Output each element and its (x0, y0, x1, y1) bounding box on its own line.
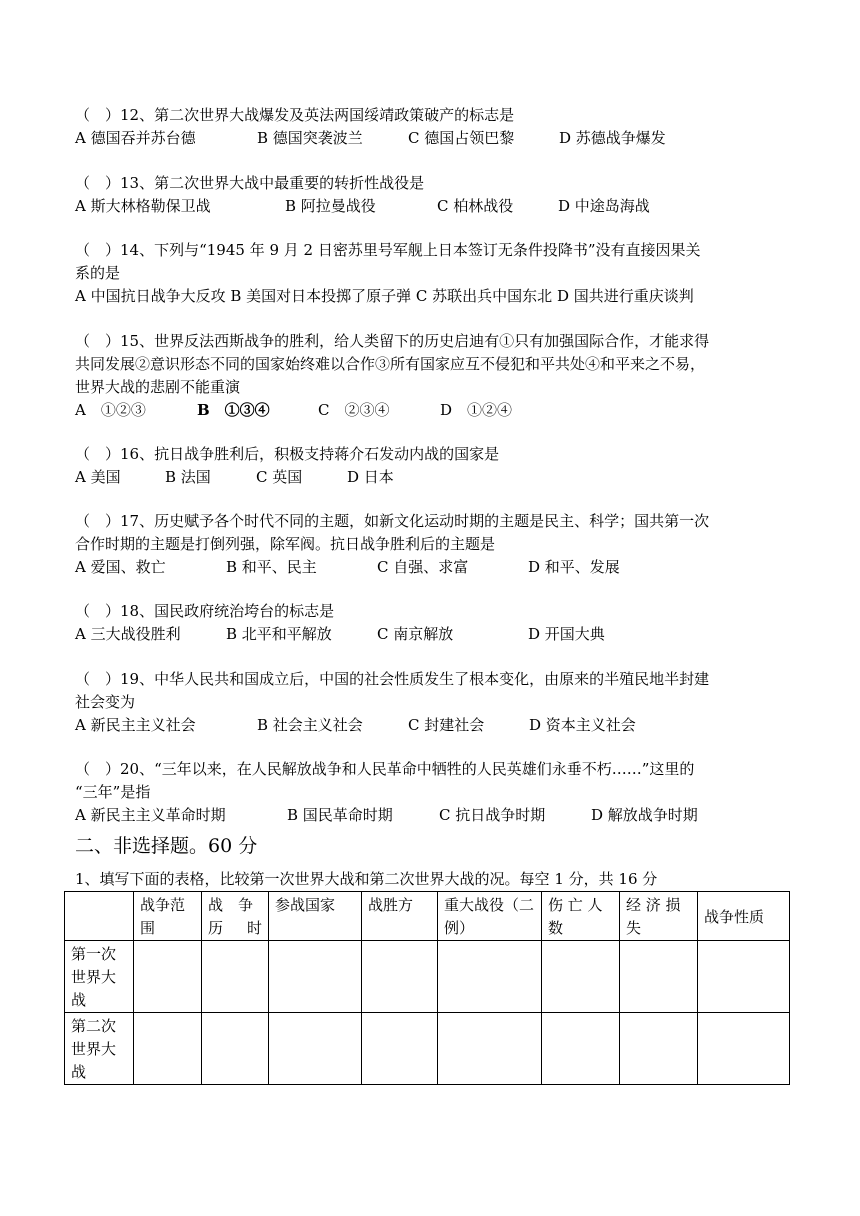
option-a: A ①②③ (75, 401, 146, 419)
option-a: A 斯大林格勒保卫战 (75, 197, 211, 215)
option-c: C 南京解放 (377, 625, 454, 643)
question-14 (75, 239, 800, 308)
table-header-row (65, 892, 790, 941)
question-text: （ ）18、国民政府统治垮台的标志是 (75, 602, 335, 620)
option-c: C 柏林战役 (437, 197, 514, 215)
question-text: （ ）15、世界反法西斯战争的胜利，给人类留下的历史启迪有①只有加强国际合作，才能求得 (75, 332, 710, 350)
table-instructions: 1、填写下面的表格，比较第一次世界大战和第二次世界大战的况。每空 1 分，共 16 分 (75, 870, 658, 888)
option-d: D 日本 (347, 468, 394, 486)
options-row (75, 804, 800, 827)
options-row (75, 466, 800, 489)
option-b: B 阿拉曼战役 (285, 197, 376, 215)
answer-cell[interactable] (542, 941, 620, 1013)
option-a: A 新民主主义革命时期 (75, 806, 226, 824)
header-cell-nature: 战争性质 (698, 892, 790, 941)
answer-cell[interactable] (620, 941, 698, 1013)
answer-cell[interactable] (620, 1013, 698, 1085)
option-c: C ②③④ (318, 401, 390, 419)
question-18 (75, 600, 800, 646)
option-a: A 新民主主义社会 (75, 716, 196, 734)
comparison-table (64, 891, 790, 1085)
answer-cell[interactable] (362, 941, 438, 1013)
answer-cell[interactable] (698, 1013, 790, 1085)
option-a: A 德国吞并苏台德 (75, 129, 196, 147)
question-19 (75, 668, 800, 737)
options-row (75, 285, 800, 308)
option-c: C 自强、求富 (377, 558, 469, 576)
header-cell-corner (65, 892, 134, 941)
header-cell-duration: 战 争历时 (202, 892, 269, 941)
header-cell-economic-loss: 经 济 损失 (620, 892, 698, 941)
question-text: （ ）14、下列与“1945 年 9 月 2 日密苏里号军舰上日本签订无条件投降书”没有直接因果关 (75, 241, 701, 259)
option-a: A 美国 (75, 468, 121, 486)
options-row (75, 714, 800, 737)
answer-cell[interactable] (134, 1013, 202, 1085)
header-cell-casualties: 伤 亡 人数 (542, 892, 620, 941)
answer-cell[interactable] (438, 1013, 542, 1085)
option-b: B 德国突袭波兰 (257, 129, 363, 147)
question-17 (75, 510, 800, 579)
option-b: B 法国 (165, 468, 211, 486)
option-b: B 国民革命时期 (287, 806, 393, 824)
option-d: D 解放战争时期 (591, 806, 698, 824)
answer-cell[interactable] (269, 1013, 362, 1085)
question-text: （ ）17、历史赋予各个时代不同的主题，如新文化运动时期的主题是民主、科学；国共第一次 (75, 512, 710, 530)
option-b: B 和平、民主 (226, 558, 317, 576)
question-16 (75, 443, 800, 489)
options-row (75, 623, 800, 646)
question-text: （ ）16、抗日战争胜利后，积极支持蒋介石发动内战的国家是 (75, 445, 500, 463)
row-label-ww1: 第一次世界大战 (65, 941, 134, 1013)
question-text: 共同发展②意识形态不同的国家始终难以合作③所有国家应互不侵犯和平共处④和平来之不易， (75, 355, 706, 373)
answer-cell[interactable] (134, 941, 202, 1013)
header-cell-battles: 重大战役（二例） (438, 892, 542, 941)
options-line: A 中国抗日战争大反攻 B 美国对日本投掷了原子弹 C 苏联出兵中国东北 D 国共进行重庆谈判 (75, 287, 694, 305)
options-row (75, 195, 800, 218)
question-text: “三年”是指 (75, 783, 151, 801)
option-b: B 北平和平解放 (226, 625, 332, 643)
option-d: D 中途岛海战 (558, 197, 650, 215)
header-cell-countries: 参战国家 (269, 892, 362, 941)
options-row (75, 399, 800, 422)
answer-cell[interactable] (202, 1013, 269, 1085)
row-label-ww2: 第二次世界大战 (65, 1013, 134, 1085)
question-text: 社会变为 (75, 693, 136, 711)
answer-cell[interactable] (202, 941, 269, 1013)
option-d: D 和平、发展 (528, 558, 620, 576)
table-row (65, 941, 790, 1013)
question-12 (75, 104, 800, 150)
answer-cell[interactable] (269, 941, 362, 1013)
answer-cell[interactable] (698, 941, 790, 1013)
option-c: C 德国占领巴黎 (408, 129, 515, 147)
question-text: 合作时期的主题是打倒列强，除军阀。抗日战争胜利后的主题是 (75, 535, 496, 553)
table-row (65, 1013, 790, 1085)
question-13 (75, 172, 800, 218)
option-d: D ①②④ (440, 401, 513, 419)
question-20 (75, 758, 800, 827)
question-text: （ ）20、“三年以来，在人民解放战争和人民革命中牺牲的人民英雄们永垂不朽……”这里的 (75, 760, 695, 778)
section-title: 二、非选择题。60 分 (75, 835, 258, 857)
option-c: C 封建社会 (408, 716, 485, 734)
question-text: 世界大战的悲剧不能重演 (75, 378, 241, 396)
option-c: C 抗日战争时期 (439, 806, 546, 824)
option-a: A 爱国、救亡 (75, 558, 166, 576)
option-d: D 资本主义社会 (529, 716, 636, 734)
options-row (75, 556, 800, 579)
options-row (75, 127, 800, 150)
question-text: 系的是 (75, 264, 121, 282)
option-d: D 苏德战争爆发 (559, 129, 666, 147)
answer-cell[interactable] (362, 1013, 438, 1085)
option-d: D 开国大典 (528, 625, 605, 643)
option-b: B ①③④ (197, 401, 270, 419)
question-text: （ ）19、中华人民共和国成立后，中国的社会性质发生了根本变化，由原来的半殖民地半封建 (75, 670, 710, 688)
question-text: （ ）12、第二次世界大战爆发及英法两国绥靖政策破产的标志是 (75, 106, 515, 124)
header-cell-victors: 战胜方 (362, 892, 438, 941)
option-c: C 英国 (256, 468, 303, 486)
answer-cell[interactable] (438, 941, 542, 1013)
header-cell-scope: 战争范围 (134, 892, 202, 941)
option-a: A 三大战役胜利 (75, 625, 181, 643)
question-text: （ ）13、第二次世界大战中最重要的转折性战役是 (75, 174, 425, 192)
option-b: B 社会主义社会 (257, 716, 363, 734)
question-15 (75, 330, 800, 422)
answer-cell[interactable] (542, 1013, 620, 1085)
